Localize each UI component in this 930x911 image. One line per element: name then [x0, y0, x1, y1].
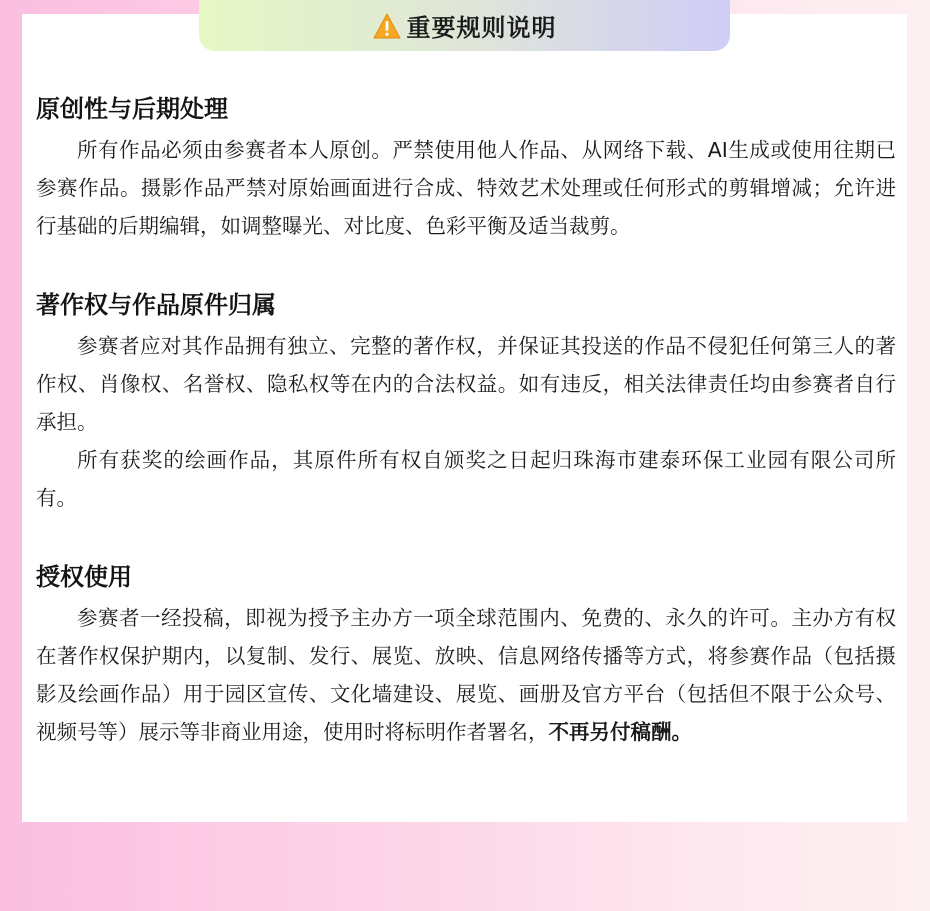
paragraph-bold-suffix: 不再另付稿酬。: [548, 720, 692, 744]
section-paragraph: 所有获奖的绘画作品，其原件所有权自颁奖之日起归珠海市建泰环保工业园有限公司所有。: [36, 448, 896, 510]
paragraph-text: 参赛者一经投稿，即视为授予主办方一项全球范围内、免费的、永久的许可。主办方有权在著作权保护期内，以复制、发行、展览、放映、信息网络传播等方式，将参赛作品（包括摄影及绘画作品）用于园区宣传、文化墙建设、展览、画册及官方平台（包括但不限于公众号、视频号等）展示等非商业用途，使用时将标明作者署名，: [36, 606, 896, 744]
section-copyright: [36, 290, 896, 517]
section-license: [36, 562, 896, 751]
section-heading: 授权使用: [36, 563, 132, 591]
header-banner: [199, 0, 730, 51]
warning-icon: [373, 13, 401, 39]
section-heading: 著作权与作品原件归属: [36, 291, 276, 319]
section-originality: [36, 94, 896, 245]
section-heading: 原创性与后期处理: [36, 95, 228, 123]
section-paragraph: 所有作品必须由参赛者本人原创。严禁使用他人作品、从网络下载、AI生成或使用往期已参赛作品。摄影作品严禁对原始画面进行合成、特效艺术处理或任何形式的剪辑增减；允许进行基础的后期编辑，如调整曝光、对比度、色彩平衡及适当裁剪。: [36, 138, 896, 238]
banner-title: 重要规则说明: [406, 14, 557, 42]
section-paragraph: [36, 599, 896, 751]
rules-card: [22, 14, 907, 822]
section-paragraph: 参赛者应对其作品拥有独立、完整的著作权，并保证其投送的作品不侵犯任何第三人的著作权、肖像权、名誉权、隐私权等在内的合法权益。如有违反，相关法律责任均由参赛者自行承担。: [36, 334, 896, 434]
